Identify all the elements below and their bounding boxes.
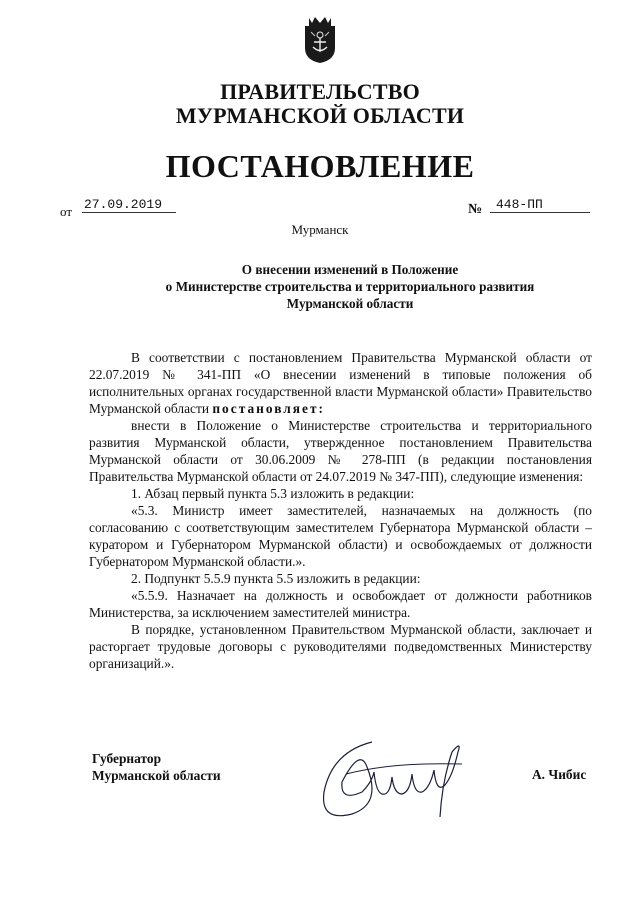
coat-of-arms-icon (303, 14, 337, 64)
position-line2: Мурманской области (92, 768, 221, 783)
paragraph-item1: 1. Абзац первый пункта 5.3 изложить в редакции: (131, 486, 415, 501)
handwritten-signature (312, 722, 472, 832)
signatory-name: А. Чибис (532, 767, 587, 782)
document-type: ПОСТАНОВЛЕНИЕ (165, 148, 475, 184)
title-line1: О внесении изменений в Положение (241, 262, 459, 277)
paragraph-item2-text: «5.5.9. Назначает на должность и освобождает от должности работников Министерства, за исключением заместителей министра. (89, 588, 592, 620)
paragraph-item1-text: «5.3. Министр имеет заместителей, назначаемых на должность (по согласованию с соответствующим заместителем Губернатора Мурманской области – куратором и Губернатором Мурманской области) и освобождаемых от должности Губернатором Мурманской области.». (89, 503, 592, 569)
document-title (100, 261, 600, 312)
paragraph-item2: 2. Подпункт 5.5.9 пункта 5.5 изложить в редакции: (131, 571, 421, 586)
title-line3: Мурманской области (286, 296, 414, 311)
org-name-line1: ПРАВИТЕЛЬСТВО (220, 79, 420, 104)
title-line2: о Министерстве строительства и территориального развития (165, 279, 535, 294)
preamble-text: В соответствии с постановлением Правительства Мурманской области от 22.07.2019 № 341-ПП «О внесении изменений в типовые положения об исполнительных органах государственной власти Мурманской области» Правительство Мурманской области (89, 350, 592, 416)
paragraph-item2-text-cont: В порядке, установленном Правительством Мурманской области, заключает и расторгает трудовые договоры с руководителями подведомственных Министерству организаций.». (89, 622, 592, 671)
position-line1: Губернатор (92, 751, 162, 766)
document-date: 27.09.2019 (82, 197, 176, 213)
date-prefix: от (60, 204, 73, 219)
signatory-position (92, 750, 221, 784)
resolution-word: постановляет: (212, 401, 326, 416)
number-prefix: № (468, 202, 483, 217)
paragraph-main: внести в Положение о Министерстве строительства и территориального развития Мурманской области, утвержденное постановлением Правительства Мурманской области от 30.06.2009 № 278-ПП (в редакции постановления Правительства Мурманской области от 24.07.2019 № 347-ПП), следующие изменения: (89, 418, 592, 484)
org-name-line2: МУРМАНСКОЙ ОБЛАСТИ (175, 103, 465, 128)
city: Мурманск (291, 222, 349, 237)
paragraph-preamble (89, 349, 592, 417)
document-body (89, 349, 592, 672)
document-number: 448-ПП (490, 197, 590, 213)
